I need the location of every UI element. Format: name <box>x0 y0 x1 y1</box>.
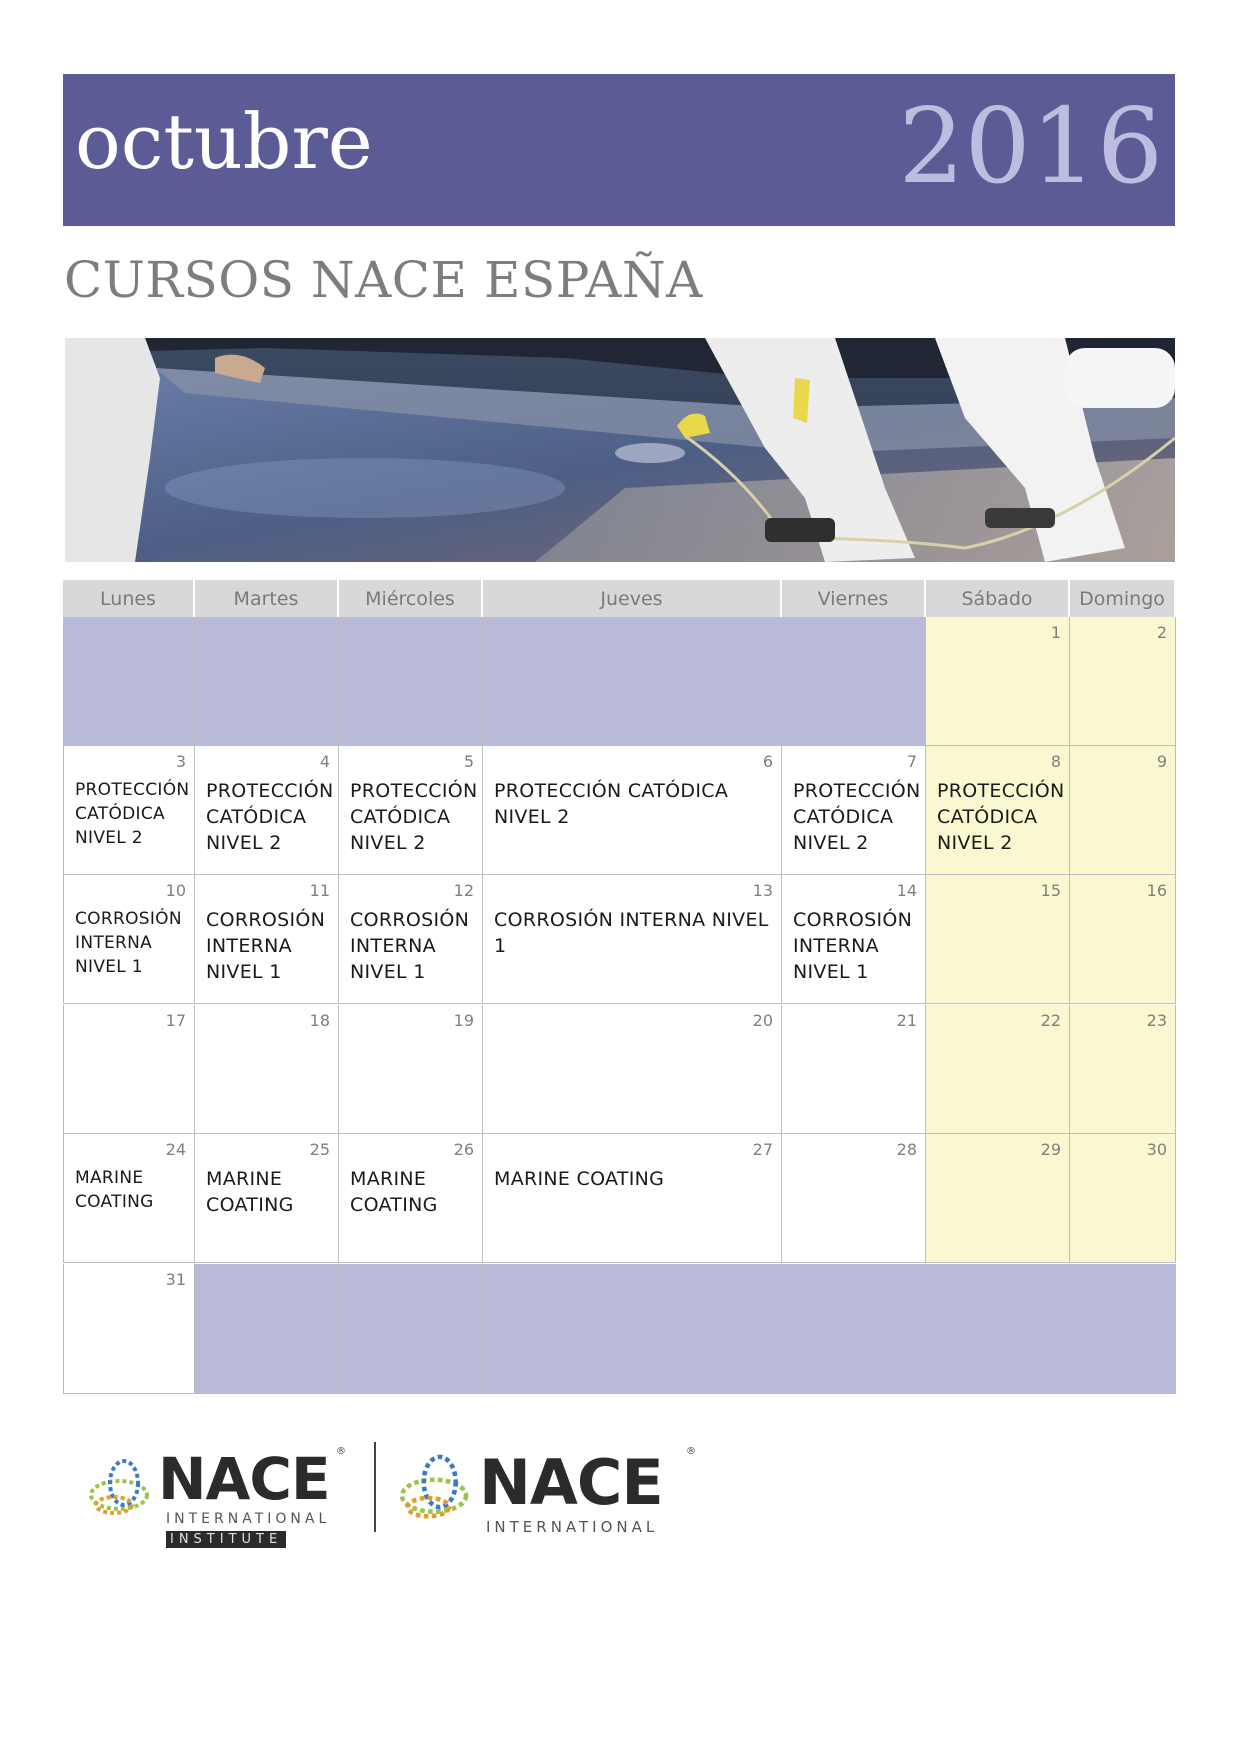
day-number: 30 <box>1146 1140 1167 1159</box>
year-title: 2016 <box>898 85 1163 207</box>
day-number: 19 <box>453 1011 474 1030</box>
calendar-day-cell <box>63 746 195 875</box>
nace-international-logo <box>384 1420 714 1550</box>
calendar-day-cell <box>63 1264 195 1394</box>
day-number: 10 <box>165 881 186 900</box>
day-number: 12 <box>453 881 474 900</box>
logos <box>74 1420 714 1550</box>
logo-divider <box>374 1442 376 1532</box>
day-number: 18 <box>309 1011 330 1030</box>
calendar-day-cell <box>339 1134 483 1263</box>
calendar-day-cell <box>926 1005 1070 1134</box>
day-number: 24 <box>165 1140 186 1159</box>
day-number: 23 <box>1146 1011 1167 1030</box>
calendar-day-cell <box>782 1005 926 1134</box>
calendar-day-cell <box>483 746 782 875</box>
day-number: 28 <box>896 1140 917 1159</box>
calendar-day-cell <box>339 617 483 746</box>
calendar-day-cell <box>63 1005 195 1134</box>
nace-institute-logo <box>74 1420 364 1550</box>
calendar-day-cell <box>1070 617 1176 746</box>
logo-word: NACE <box>479 1446 663 1519</box>
event-label: PROTECCIÓN CATÓDICA NIVEL 2 <box>350 780 478 854</box>
weekday-header: Sábado <box>926 580 1070 617</box>
day-number: 5 <box>463 752 474 771</box>
calendar-day-cell <box>782 1134 926 1263</box>
calendar-day-cell <box>195 1264 339 1394</box>
calendar-day-cell <box>926 875 1070 1004</box>
weekday-header: Viernes <box>782 580 926 617</box>
day-number: 27 <box>752 1140 773 1159</box>
event-label: PROTECCIÓN CATÓDICA NIVEL 2 <box>75 780 190 848</box>
day-number: 9 <box>1156 752 1167 771</box>
calendar-day-cell <box>1070 875 1176 1004</box>
weekday-header: Martes <box>195 580 339 617</box>
page-subtitle: CURSOS NACE ESPAÑA <box>64 251 703 309</box>
calendar-day-cell <box>926 617 1070 746</box>
day-number: 22 <box>1040 1011 1061 1030</box>
event-label: PROTECCIÓN CATÓDICA NIVEL 2 <box>937 780 1065 854</box>
calendar-day-cell <box>63 617 195 746</box>
calendar-day-cell <box>483 1264 782 1394</box>
day-number: 7 <box>906 752 917 771</box>
calendar-day-cell <box>483 1005 782 1134</box>
calendar-day-cell <box>1070 1134 1176 1263</box>
calendar-day-cell <box>926 1134 1070 1263</box>
day-number: 29 <box>1040 1140 1061 1159</box>
logo-registered: ® <box>336 1446 346 1457</box>
day-number: 16 <box>1146 881 1167 900</box>
event-label: MARINE COATING <box>206 1168 294 1216</box>
header-band <box>63 74 1175 226</box>
calendar-day-cell <box>483 617 782 746</box>
event-label: MARINE COATING <box>75 1168 154 1212</box>
day-number: 31 <box>165 1270 186 1289</box>
calendar-day-cell <box>63 1134 195 1263</box>
event-label: MARINE COATING <box>494 1168 665 1190</box>
day-number: 6 <box>762 752 773 771</box>
calendar-day-cell <box>782 746 926 875</box>
logo-institute-tag: INSTITUTE <box>166 1531 286 1548</box>
event-label: CORROSIÓN INTERNA NIVEL 1 <box>75 909 182 977</box>
calendar-day-cell <box>339 1005 483 1134</box>
logo-registered: ® <box>686 1446 696 1457</box>
calendar-day-cell <box>782 617 926 746</box>
day-number: 20 <box>752 1011 773 1030</box>
logo-word: NACE <box>158 1445 330 1513</box>
day-number: 25 <box>309 1140 330 1159</box>
day-number: 4 <box>319 752 330 771</box>
day-number: 17 <box>165 1011 186 1030</box>
day-number: 26 <box>453 1140 474 1159</box>
event-label: MARINE COATING <box>350 1168 438 1216</box>
day-number: 11 <box>309 881 330 900</box>
day-number: 3 <box>175 752 186 771</box>
logo-subtitle: INTERNATIONAL <box>486 1518 659 1536</box>
weekday-header: Domingo <box>1070 580 1176 617</box>
month-title: octubre <box>75 97 373 186</box>
calendar-day-cell <box>195 1134 339 1263</box>
logo-subtitle: INTERNATIONAL <box>166 1511 331 1527</box>
calendar-day-cell <box>1070 1264 1176 1394</box>
day-number: 8 <box>1050 752 1061 771</box>
event-label: CORROSIÓN INTERNA NIVEL 1 <box>793 909 913 983</box>
calendar-day-cell <box>483 875 782 1004</box>
calendar-day-cell <box>195 746 339 875</box>
day-number: 1 <box>1050 623 1061 642</box>
calendar-day-cell <box>483 1134 782 1263</box>
calendar-day-cell <box>782 875 926 1004</box>
calendar-day-cell <box>1070 1005 1176 1134</box>
calendar-day-cell <box>339 1264 483 1394</box>
weekday-header: Jueves <box>483 580 782 617</box>
day-number: 13 <box>752 881 773 900</box>
calendar-day-cell <box>339 875 483 1004</box>
day-number: 15 <box>1040 881 1061 900</box>
calendar-day-cell <box>339 746 483 875</box>
header-photo <box>65 338 1175 562</box>
calendar-day-cell <box>1070 746 1176 875</box>
event-label: PROTECCIÓN CATÓDICA NIVEL 2 <box>793 780 921 854</box>
event-label: CORROSIÓN INTERNA NIVEL 1 <box>206 909 326 983</box>
day-number: 2 <box>1156 623 1167 642</box>
calendar-day-cell <box>195 875 339 1004</box>
calendar-day-cell <box>926 746 1070 875</box>
calendar-day-cell <box>926 1264 1070 1394</box>
weekday-header: Lunes <box>63 580 195 617</box>
event-label: PROTECCIÓN CATÓDICA NIVEL 2 <box>206 780 334 854</box>
weekday-header: Miércoles <box>339 580 483 617</box>
day-number: 21 <box>896 1011 917 1030</box>
day-number: 14 <box>896 881 917 900</box>
calendar-day-cell <box>782 1264 926 1394</box>
nace-emblem-icon <box>84 1455 154 1525</box>
calendar-day-cell <box>195 1005 339 1134</box>
calendar-day-cell <box>195 617 339 746</box>
calendar <box>63 580 1176 1398</box>
event-label: CORROSIÓN INTERNA NIVEL 1 <box>350 909 470 983</box>
event-label: CORROSIÓN INTERNA NIVEL 1 <box>494 909 769 957</box>
nace-emblem-icon <box>394 1450 474 1530</box>
calendar-day-cell <box>63 875 195 1004</box>
event-label: PROTECCIÓN CATÓDICA NIVEL 2 <box>494 780 729 828</box>
